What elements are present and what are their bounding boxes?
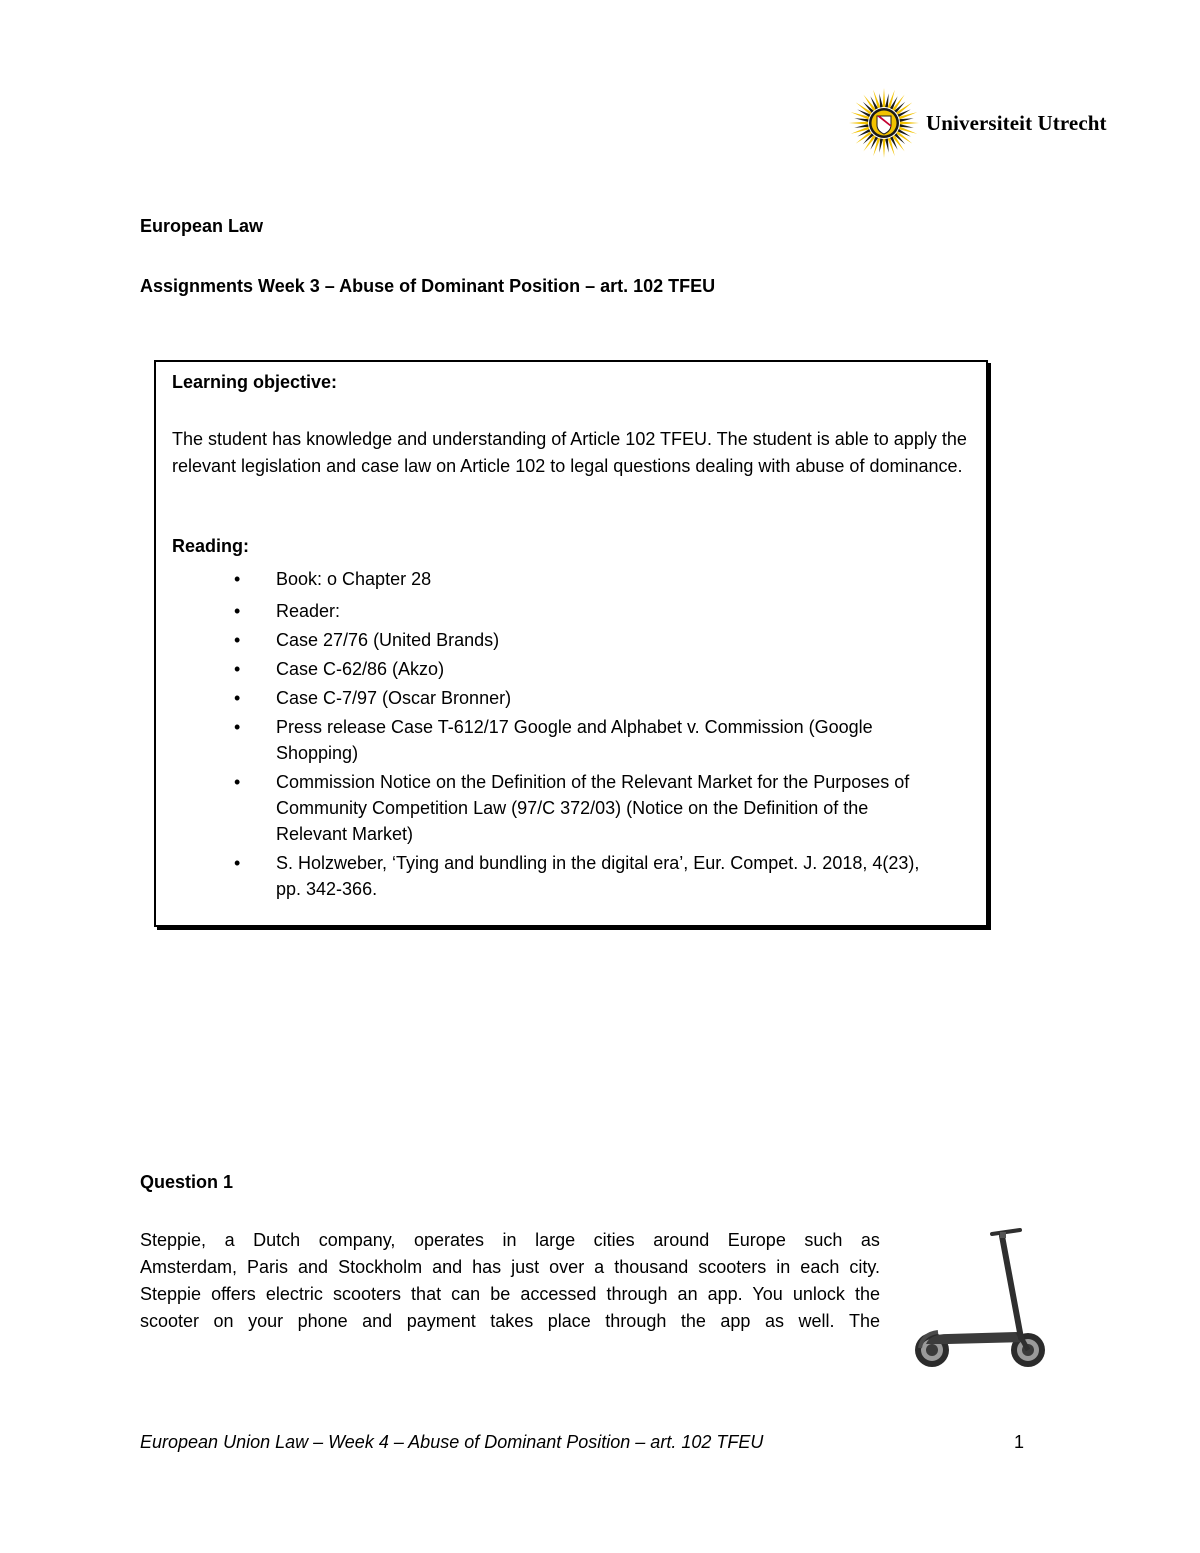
bullet-icon: • [234,630,241,650]
bullet-icon: • [234,717,241,737]
learning-objective-text: The student has knowledge and understanding of Article 102 TFEU. The student is able to apply the relevant legislation and case law on Article 102 to legal questions dealing with abuse of dominance. [172,429,967,476]
question-line: Amsterdam, Paris and Stockholm and has just over a thousand scooters in each city. [140,1257,880,1277]
assignment-title: Assignments Week 3 – Abuse of Dominant Position – art. 102 TFEU [140,276,716,296]
page-number: 1 [1013,1432,1024,1452]
bullet-icon: • [234,688,241,708]
reading-item: • Case C-62/86 (Akzo) [234,656,934,682]
logo-text: Universiteit Utrecht [926,110,1107,135]
reading-item: • Reader: [234,598,934,624]
question-text [140,1227,880,1335]
electric-scooter-image [908,1222,1050,1372]
question-line: scooter on your phone and payment takes place through the app as well. The [140,1311,880,1331]
bullet-icon: • [234,772,241,792]
bullet-icon: • [234,569,241,589]
learning-objective-heading: Learning objective: [172,372,338,392]
question-line: Steppie offers electric scooters that can be accessed through an app. You unlock the [140,1284,880,1304]
page-footer [140,1432,1028,1453]
reading-item: • Press release Case T-612/17 Google and Alphabet v. Commission (Google Shopping) [234,714,934,766]
reading-item: • Commission Notice on the Definition of the Relevant Market for the Purposes of Community Competition Law (97/C 372/03) (Notice on the Definition of the Relevant Market) [234,769,934,847]
reading-list [234,566,934,905]
reading-item: • Book: o Chapter 28 [234,566,934,592]
bullet-icon: • [234,659,241,679]
footer-text: European Union Law – Week 4 – Abuse of Dominant Position – art. 102 TFEU [140,1432,764,1452]
question-line: Steppie, a Dutch company, operates in large cities around Europe such as [140,1230,880,1250]
question-heading: Question 1 [140,1172,234,1192]
course-title: European Law [140,216,264,236]
reading-item: • S. Holzweber, ‘Tying and bundling in the digital era’, Eur. Compet. J. 2018, 4(23), pp. 342-366. [234,850,934,902]
sun-seal-icon [848,87,920,159]
reading-heading: Reading: [172,536,250,556]
bullet-icon: • [234,853,241,873]
reading-item: • Case 27/76 (United Brands) [234,627,934,653]
university-logo [848,86,1138,160]
reading-item: • Case C-7/97 (Oscar Bronner) [234,685,934,711]
learning-objective-box [154,360,988,927]
bullet-icon: • [234,601,241,621]
